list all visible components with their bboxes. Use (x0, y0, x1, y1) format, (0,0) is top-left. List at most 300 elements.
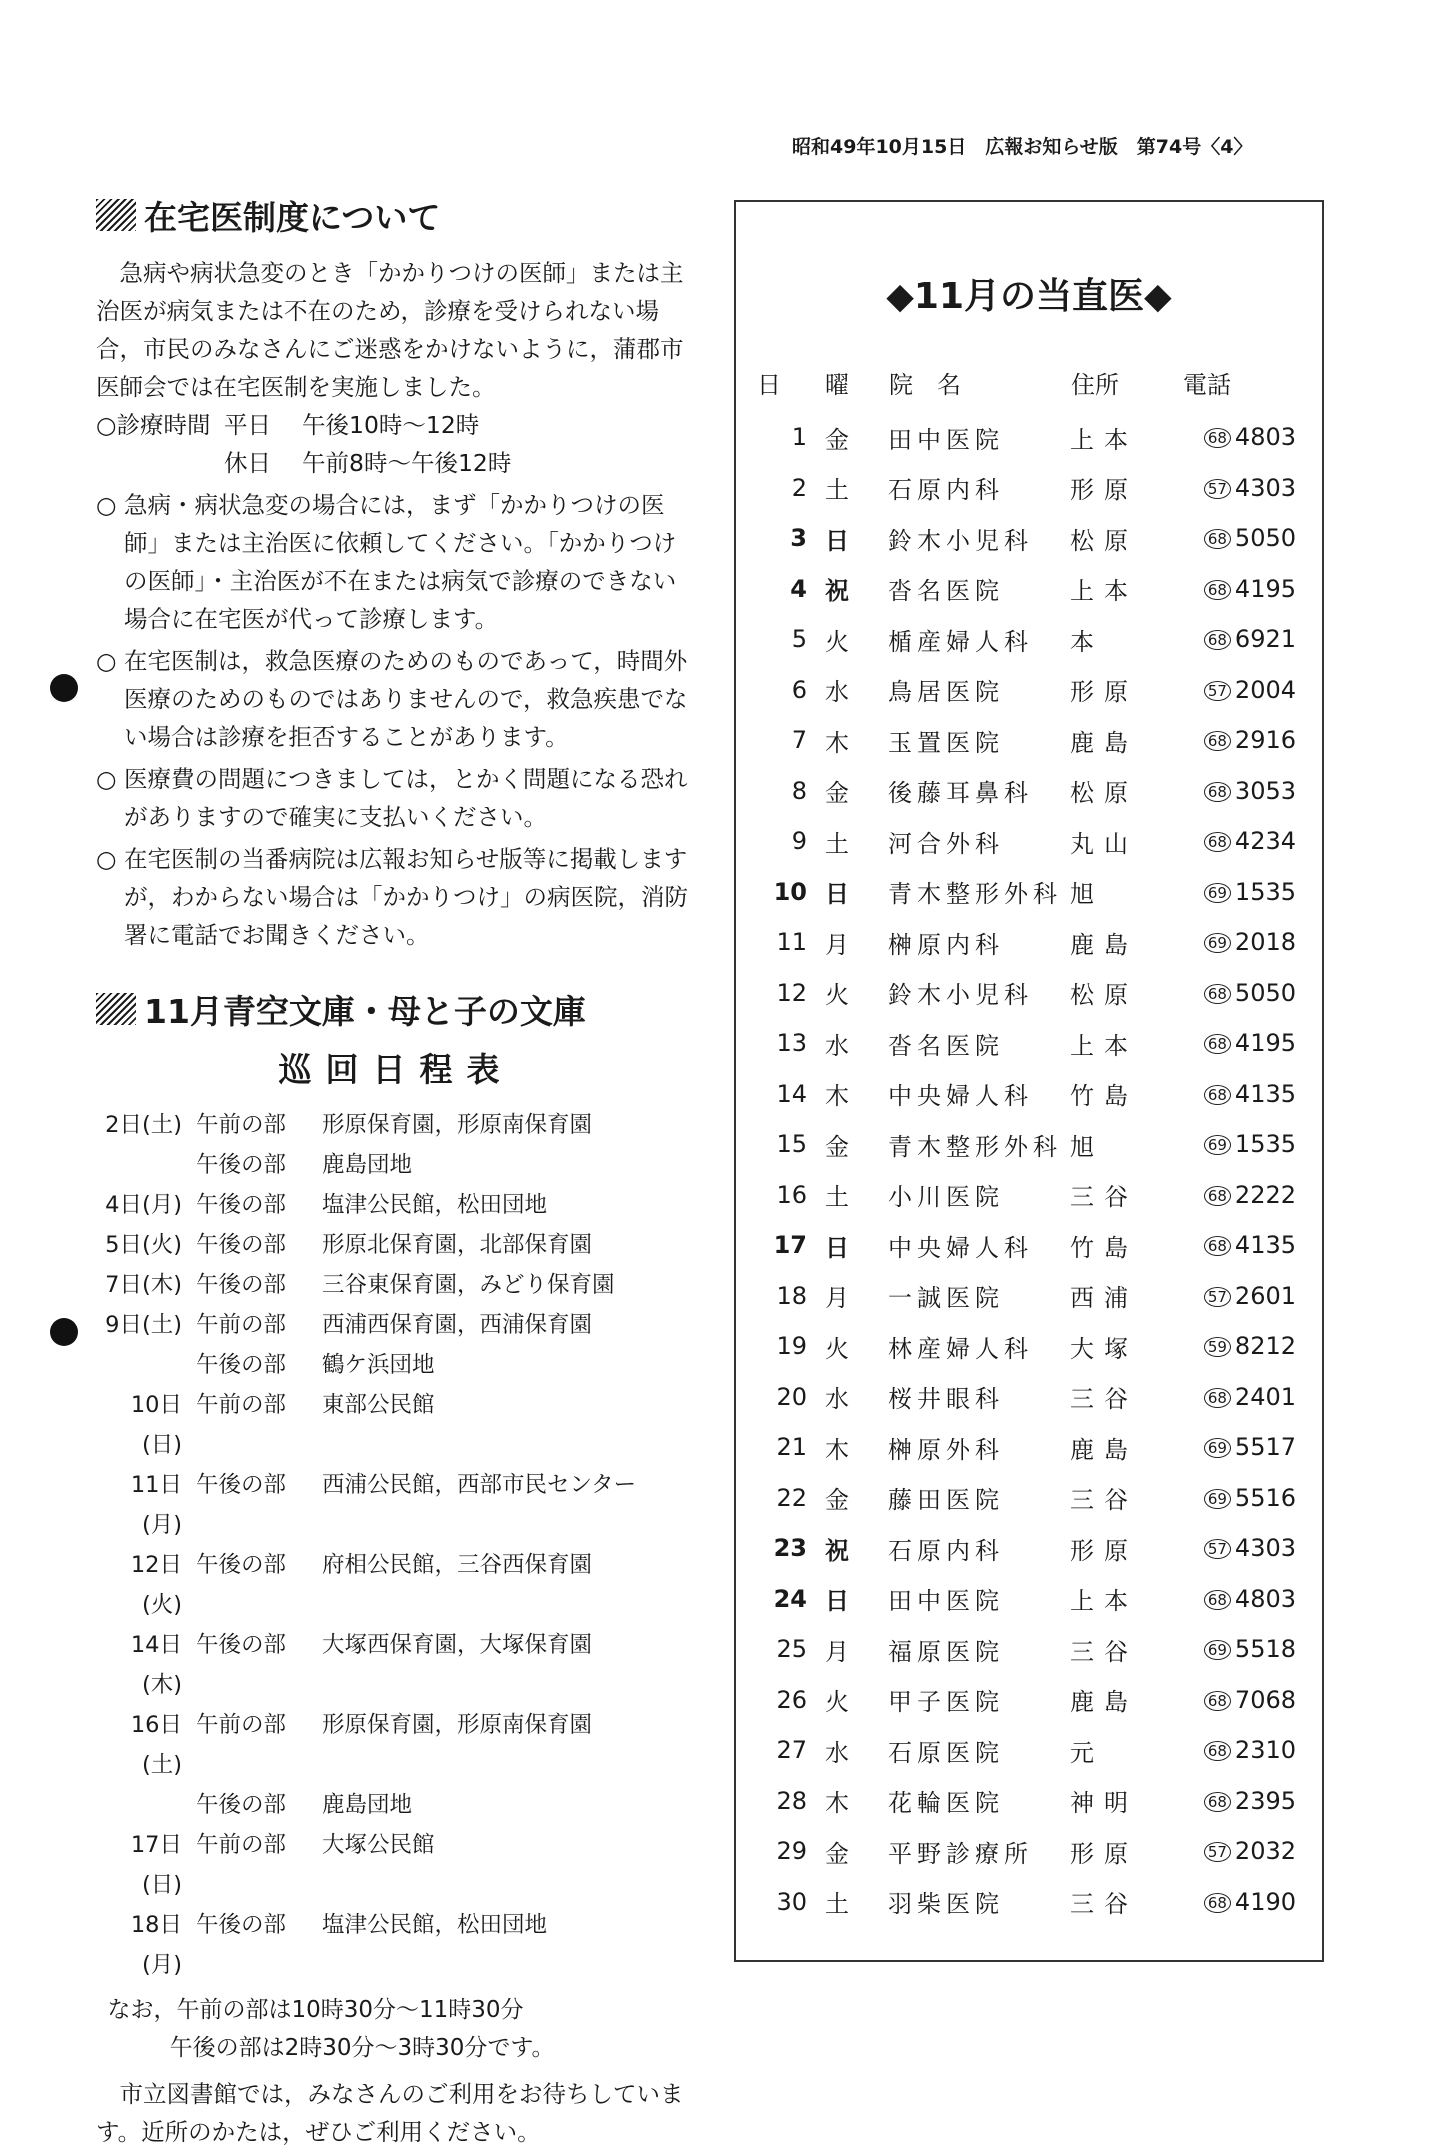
duty-tel (1182, 614, 1306, 665)
schedule-date: 14日(木) (130, 1632, 182, 1698)
consult-hours (96, 406, 696, 482)
duty-tel (1182, 1220, 1306, 1271)
duty-d: 10 (773, 877, 807, 906)
duty-d: 7 (791, 726, 807, 755)
duty-addr: 鹿島 (1070, 930, 1138, 959)
exchange-code: 68 (1204, 832, 1231, 852)
duty-tel (1182, 1069, 1306, 1120)
exchange-code: 68 (1204, 630, 1231, 650)
duty-tel (1182, 1776, 1306, 1827)
exchange-code: 68 (1204, 1893, 1231, 1913)
duty-d: 9 (791, 827, 807, 856)
duty-name: 青木整形外科 (888, 880, 1062, 909)
table-row (756, 513, 1306, 564)
list-item: ○ 在宅医制の当番病院は広報お知らせ版等に掲載しますが，わからない場合は「かかりつけ」の病医院，消防署に電話でお聞きください。 (96, 845, 688, 949)
tel-number: 2601 (1234, 1281, 1296, 1310)
table-row (756, 1018, 1306, 1069)
article1-intro: 急病や病状急変のとき「かかりつけの医師」または主治医が病気または不在のため，診療を受けられない場合，市民のみなさんにご迷惑をかけないように，蒲郡市医師会では在宅医制を実施しました。 (96, 259, 684, 401)
schedule-place: 西浦公民館，西部市民センター (322, 1472, 637, 1498)
duty-d: 21 (776, 1433, 807, 1462)
punch-hole-icon (50, 1318, 78, 1346)
schedule-date: 12日(火) (130, 1552, 182, 1618)
schedule-part: 午後の部 (196, 1792, 287, 1818)
duty-addr: 三谷 (1070, 1385, 1138, 1414)
duty-d: 5 (791, 625, 807, 654)
duty-name: 一誠医院 (888, 1284, 1004, 1313)
duty-w: 土 (825, 829, 849, 858)
duty-w: 水 (825, 1738, 849, 1767)
schedule-place: 塩津公民館，松田団地 (322, 1192, 548, 1218)
schedule-place: 形原北保育園，北部保育園 (322, 1232, 593, 1258)
exchange-code: 68 (1204, 782, 1231, 802)
duty-addr: 神明 (1070, 1789, 1138, 1818)
duty-d: 26 (776, 1685, 807, 1714)
duty-w: 水 (825, 678, 849, 707)
schedule-place: 大塚西保育園，大塚保育園 (322, 1632, 593, 1658)
table-row (756, 463, 1306, 514)
schedule-date: 2日(土) (105, 1112, 182, 1138)
schedule-place: 西浦西保育園，西浦保育園 (322, 1312, 593, 1338)
table-row (756, 1675, 1306, 1726)
duty-d: 11 (776, 928, 807, 957)
duty-header-row: 日 曜 院 名 住所 電話 (757, 370, 1231, 399)
schedule-place: 東部公民館 (322, 1392, 435, 1418)
tel-number: 5050 (1234, 524, 1296, 553)
schedule-place: 形原保育園，形原南保育園 (322, 1712, 593, 1738)
duty-addr: 松原 (1070, 779, 1138, 808)
duty-w: 火 (825, 1688, 849, 1717)
duty-w: 火 (825, 627, 849, 656)
schedule-part: 午前の部 (196, 1312, 287, 1338)
closing-text: 市立図書館では，みなさんのご利用をお待ちしています。近所のかたは，ぜひご利用ください。 (96, 2080, 684, 2146)
duty-addr: 形原 (1070, 1536, 1138, 1565)
duty-addr: 形原 (1070, 1839, 1138, 1868)
table-row (756, 614, 1306, 665)
table-row (756, 1725, 1306, 1776)
duty-name: 小川医院 (888, 1183, 1004, 1212)
table-row (756, 1776, 1306, 1827)
schedule-date: 7日(木) (105, 1272, 182, 1298)
tel-number: 4803 (1234, 1584, 1296, 1613)
duty-tel (1182, 816, 1306, 867)
duty-name: 後藤耳鼻科 (888, 779, 1033, 808)
duty-tel (1182, 1624, 1306, 1675)
duty-d: 3 (790, 524, 807, 553)
schedule-part: 午後の部 (196, 1192, 287, 1218)
duty-w: 土 (825, 1890, 849, 1919)
duty-w: 土 (825, 1183, 849, 1212)
duty-tel (1182, 1018, 1306, 1069)
duty-d: 18 (776, 1281, 807, 1310)
duty-name: 田中医院 (888, 1587, 1004, 1616)
duty-name: 石原医院 (888, 1738, 1004, 1767)
exchange-code: 57 (1204, 681, 1231, 701)
exchange-code: 69 (1204, 933, 1231, 953)
duty-tel (1182, 1826, 1306, 1877)
duty-addr: 大塚 (1070, 1334, 1138, 1363)
article1-title: 在宅医制度について (144, 197, 441, 237)
table-row (756, 412, 1306, 463)
exchange-code: 57 (1204, 479, 1231, 499)
duty-table (756, 352, 1306, 1927)
duty-addr: 上本 (1070, 425, 1138, 454)
table-row (756, 1877, 1306, 1928)
duty-addr: 本 (1070, 627, 1104, 656)
table-row (756, 1220, 1306, 1271)
duty-name: 沓名医院 (888, 1031, 1004, 1060)
duty-tel (1182, 1372, 1306, 1423)
duty-name: 鈴木小児科 (888, 981, 1033, 1010)
schedule-date: 17日(日) (130, 1832, 182, 1898)
duty-d: 13 (776, 1029, 807, 1058)
duty-d: 30 (776, 1887, 807, 1916)
schedule-place: 大塚公民館 (322, 1832, 435, 1858)
table-row (756, 766, 1306, 817)
tel-number: 2032 (1234, 1837, 1296, 1866)
table-row (756, 867, 1306, 918)
duty-w: 木 (825, 1789, 849, 1818)
duty-addr: 松原 (1070, 526, 1138, 555)
duty-name: 青木整形外科 (888, 1132, 1062, 1161)
page-header: 昭和49年10月15日 広報お知らせ版 第74号〈4〉 (792, 136, 1253, 158)
duty-addr: 鹿島 (1070, 1688, 1138, 1717)
duty-tel (1182, 715, 1306, 766)
tel-number: 4195 (1234, 1029, 1296, 1058)
left-column (96, 190, 696, 2151)
duty-tel (1182, 1675, 1306, 1726)
table-row (756, 816, 1306, 867)
duty-tel (1182, 1725, 1306, 1776)
exchange-code: 69 (1204, 1489, 1231, 1509)
duty-w: 水 (825, 1031, 849, 1060)
table-row (756, 968, 1306, 1019)
exchange-code: 68 (1204, 580, 1231, 600)
article2-heading (96, 984, 696, 1034)
exchange-code: 68 (1204, 428, 1231, 448)
tel-number: 4135 (1234, 1079, 1296, 1108)
duty-addr: 三谷 (1070, 1637, 1138, 1666)
schedule-place: 塩津公民館，松田団地 (322, 1912, 548, 1938)
duty-w: 月 (825, 930, 849, 959)
duty-d: 2 (791, 473, 807, 502)
duty-w: 木 (825, 1435, 849, 1464)
duty-tel (1182, 412, 1306, 463)
duty-w: 月 (825, 1284, 849, 1313)
schedule-part: 午後の部 (196, 1272, 287, 1298)
table-row (756, 1523, 1306, 1574)
exchange-code: 68 (1204, 1590, 1231, 1610)
duty-tel (1182, 513, 1306, 564)
duty-tel (1182, 1877, 1306, 1928)
table-row (756, 1170, 1306, 1221)
duty-w: 日 (825, 1233, 849, 1262)
duty-d: 29 (776, 1837, 807, 1866)
duty-d: 19 (776, 1332, 807, 1361)
schedule-date: 10日(日) (130, 1392, 182, 1458)
list-item: ○ 在宅医制は，救急医療のためのものであって，時間外医療のためのものではありませんので，救急疾患でない場合は診療を拒否することがあります。 (96, 647, 688, 751)
duty-name: 榊原外科 (888, 1435, 1004, 1464)
duty-doctor-box (734, 200, 1324, 1962)
schedule-part: 午後の部 (196, 1472, 287, 1498)
exchange-code: 68 (1204, 1236, 1231, 1256)
duty-name: 福原医院 (888, 1637, 1004, 1666)
exchange-code: 57 (1204, 1539, 1231, 1559)
schedule-place: 鶴ケ浜団地 (322, 1352, 435, 1378)
exchange-code: 57 (1204, 1842, 1231, 1862)
duty-w: 水 (825, 1385, 849, 1414)
duty-d: 22 (776, 1483, 807, 1512)
list-item: ○ 医療費の問題につきましては，とかく問題になる恐れがありますので確実に支払いください。 (96, 765, 688, 831)
exchange-code: 69 (1204, 883, 1231, 903)
exchange-code: 59 (1204, 1337, 1231, 1357)
tel-number: 5050 (1234, 978, 1296, 1007)
table-row (756, 1372, 1306, 1423)
tel-number: 5517 (1234, 1433, 1296, 1462)
duty-d: 24 (773, 1584, 807, 1613)
duty-name: 田中医院 (888, 425, 1004, 454)
holiday-time: 午前8時〜午後12時 (302, 449, 512, 477)
exchange-code: 68 (1204, 1085, 1231, 1105)
tel-number: 4135 (1234, 1231, 1296, 1260)
tel-number: 4195 (1234, 574, 1296, 603)
exchange-code: 57 (1204, 1287, 1231, 1307)
table-row (756, 917, 1306, 968)
duty-tel (1182, 867, 1306, 918)
schedule-place: 府相公民館，三谷西保育園 (322, 1552, 593, 1578)
exchange-code: 68 (1204, 1691, 1231, 1711)
duty-d: 6 (791, 675, 807, 704)
tel-number: 1535 (1234, 1130, 1296, 1159)
duty-name: 羽柴医院 (888, 1890, 1004, 1919)
tel-number: 3053 (1234, 776, 1296, 805)
schedule-date (96, 1345, 196, 1385)
duty-name: 鳥居医院 (888, 678, 1004, 707)
schedule-date: 11日(月) (130, 1472, 182, 1538)
duty-w: 火 (825, 981, 849, 1010)
schedule-part: 午後の部 (196, 1632, 287, 1658)
article2-title: 11月青空文庫・母と子の文庫 (144, 991, 586, 1031)
duty-name: 甲子医院 (888, 1688, 1004, 1717)
tel-number: 5518 (1234, 1635, 1296, 1664)
tel-number: 2018 (1234, 928, 1296, 957)
duty-w: 日 (825, 1587, 849, 1616)
tel-number: 5516 (1234, 1483, 1296, 1512)
schedule-date: 9日(土) (105, 1312, 182, 1338)
duty-w: 木 (825, 1082, 849, 1111)
duty-addr: 形原 (1070, 476, 1138, 505)
duty-d: 1 (791, 423, 807, 452)
schedule-date: 18日(月) (130, 1912, 182, 1978)
duty-d: 25 (776, 1635, 807, 1664)
tel-number: 2395 (1234, 1786, 1296, 1815)
schedule-part: 午後の部 (196, 1352, 287, 1378)
duty-name: 石原内科 (888, 1536, 1004, 1565)
table-row (756, 665, 1306, 716)
duty-w: 土 (825, 476, 849, 505)
duty-d: 20 (776, 1382, 807, 1411)
duty-name: 楯産婦人科 (888, 627, 1033, 656)
duty-d: 16 (776, 1180, 807, 1209)
holiday-label: 休日 (224, 449, 271, 477)
schedule-list (96, 1105, 696, 1985)
tel-number: 6921 (1234, 625, 1296, 654)
duty-w: 金 (825, 779, 849, 808)
duty-d: 27 (776, 1736, 807, 1765)
table-row (756, 1473, 1306, 1524)
duty-tel (1182, 1271, 1306, 1322)
table-row (756, 1624, 1306, 1675)
duty-name: 花輪医院 (888, 1789, 1004, 1818)
schedule-part: 午前の部 (196, 1712, 287, 1738)
duty-addr: 鹿島 (1070, 1435, 1138, 1464)
duty-d: 12 (776, 978, 807, 1007)
duty-name: 榊原内科 (888, 930, 1004, 959)
duty-d: 17 (773, 1231, 807, 1260)
tel-number: 2222 (1234, 1180, 1296, 1209)
exchange-code: 68 (1204, 1034, 1231, 1054)
duty-tel (1182, 1523, 1306, 1574)
list-item: ○ 急病・病状急変の場合には，まず「かかりつけの医師」または主治医に依頼してください。「かかりつけの医師」・主治医が不在または病気で診療のできない場合に在宅医が代って診療します。 (96, 491, 677, 633)
duty-w: 火 (825, 1334, 849, 1363)
article2-subtitle: 巡回日程表 (278, 1050, 514, 1089)
duty-w: 祝 (825, 577, 849, 606)
punch-hole-icon (50, 674, 78, 702)
schedule-place: 三谷東保育園，みどり保育園 (322, 1272, 615, 1298)
duty-addr: 竹島 (1070, 1233, 1138, 1262)
duty-name: 平野診療所 (888, 1839, 1033, 1868)
duty-addr: 形原 (1070, 678, 1138, 707)
exchange-code: 68 (1204, 984, 1231, 1004)
duty-name: 石原内科 (888, 476, 1004, 505)
schedule-part: 午前の部 (196, 1392, 287, 1418)
duty-d: 23 (773, 1534, 807, 1563)
tel-number: 4234 (1234, 827, 1296, 856)
exchange-code: 68 (1204, 1741, 1231, 1761)
tel-number: 2004 (1234, 675, 1296, 704)
schedule-place: 形原保育園，形原南保育園 (322, 1112, 593, 1138)
duty-tel (1182, 766, 1306, 817)
exchange-code: 68 (1204, 731, 1231, 751)
duty-d: 28 (776, 1786, 807, 1815)
duty-tel (1182, 1422, 1306, 1473)
duty-addr: 松原 (1070, 981, 1138, 1010)
schedule-part: 午後の部 (196, 1912, 287, 1938)
duty-w: 日 (825, 526, 849, 555)
duty-addr: 三谷 (1070, 1486, 1138, 1515)
duty-addr: 竹島 (1070, 1082, 1138, 1111)
duty-addr: 三谷 (1070, 1890, 1138, 1919)
duty-d: 4 (790, 574, 807, 603)
tel-number: 4303 (1234, 473, 1296, 502)
duty-name: 林産婦人科 (888, 1334, 1033, 1363)
duty-addr: 丸山 (1070, 829, 1138, 858)
table-row (756, 1119, 1306, 1170)
duty-name: 河合外科 (888, 829, 1004, 858)
duty-addr: 上本 (1070, 1031, 1138, 1060)
weekday-label: 平日 (224, 411, 271, 439)
duty-tel (1182, 1119, 1306, 1170)
tel-number: 8212 (1234, 1332, 1296, 1361)
duty-title: ◆11月の当直医◆ (886, 276, 1172, 317)
schedule-part: 午後の部 (196, 1152, 287, 1178)
duty-d: 15 (776, 1130, 807, 1159)
duty-tel (1182, 1321, 1306, 1372)
duty-tel (1182, 463, 1306, 514)
duty-name: 鈴木小児科 (888, 526, 1033, 555)
hatch-mark-icon (96, 199, 136, 231)
schedule-part: 午前の部 (196, 1112, 287, 1138)
duty-addr: 旭 (1070, 1132, 1104, 1161)
tel-number: 2310 (1234, 1736, 1296, 1765)
duty-name: 藤田医院 (888, 1486, 1004, 1515)
duty-addr: 鹿島 (1070, 728, 1138, 757)
exchange-code: 69 (1204, 1135, 1231, 1155)
duty-name: 桜井眼科 (888, 1385, 1004, 1414)
duty-tel (1182, 1170, 1306, 1221)
duty-tel (1182, 1473, 1306, 1524)
tel-number: 4303 (1234, 1534, 1296, 1563)
duty-addr: 元 (1070, 1738, 1104, 1767)
duty-name: 玉置医院 (888, 728, 1004, 757)
schedule-date: 4日(月) (105, 1192, 182, 1218)
table-row (756, 1069, 1306, 1120)
schedule-date (96, 1145, 196, 1185)
schedule-date (96, 1785, 196, 1825)
exchange-code: 69 (1204, 1438, 1231, 1458)
duty-w: 金 (825, 425, 849, 454)
duty-addr: 西浦 (1070, 1284, 1138, 1313)
schedule-place: 鹿島団地 (322, 1792, 413, 1818)
exchange-code: 68 (1204, 1388, 1231, 1408)
hatch-mark-icon (96, 993, 136, 1025)
note-afternoon: 午後の部は2時30分〜3時30分です。 (169, 2035, 555, 2061)
duty-name: 沓名医院 (888, 577, 1004, 606)
tel-number: 7068 (1234, 1685, 1296, 1714)
duty-w: 金 (825, 1132, 849, 1161)
duty-tel (1182, 665, 1306, 716)
weekday-time: 午後10時〜12時 (302, 411, 480, 439)
table-row (756, 564, 1306, 615)
duty-tel (1182, 1574, 1306, 1625)
schedule-part: 午後の部 (196, 1552, 287, 1578)
article1-heading (96, 190, 696, 240)
duty-addr: 上本 (1070, 1587, 1138, 1616)
tel-number: 2916 (1234, 726, 1296, 755)
duty-addr: 旭 (1070, 880, 1104, 909)
hours-label: ○診療時間 (96, 411, 211, 439)
duty-w: 日 (825, 880, 849, 909)
note-morning: なお，午前の部は10時30分〜11時30分 (107, 1997, 524, 2023)
schedule-date: 5日(火) (105, 1232, 182, 1258)
table-row (756, 715, 1306, 766)
duty-addr: 三谷 (1070, 1183, 1138, 1212)
schedule-place: 鹿島団地 (322, 1152, 413, 1178)
duty-w: 月 (825, 1637, 849, 1666)
duty-tel (1182, 968, 1306, 1019)
schedule-date: 16日(土) (130, 1712, 182, 1778)
exchange-code: 69 (1204, 1640, 1231, 1660)
duty-tel (1182, 917, 1306, 968)
duty-addr: 上本 (1070, 577, 1138, 606)
duty-name: 中央婦人科 (888, 1082, 1033, 1111)
tel-number: 1535 (1234, 877, 1296, 906)
tel-number: 4803 (1234, 423, 1296, 452)
duty-w: 金 (825, 1839, 849, 1868)
duty-w: 祝 (825, 1536, 849, 1565)
exchange-code: 68 (1204, 529, 1231, 549)
table-row (756, 1422, 1306, 1473)
table-row (756, 1826, 1306, 1877)
